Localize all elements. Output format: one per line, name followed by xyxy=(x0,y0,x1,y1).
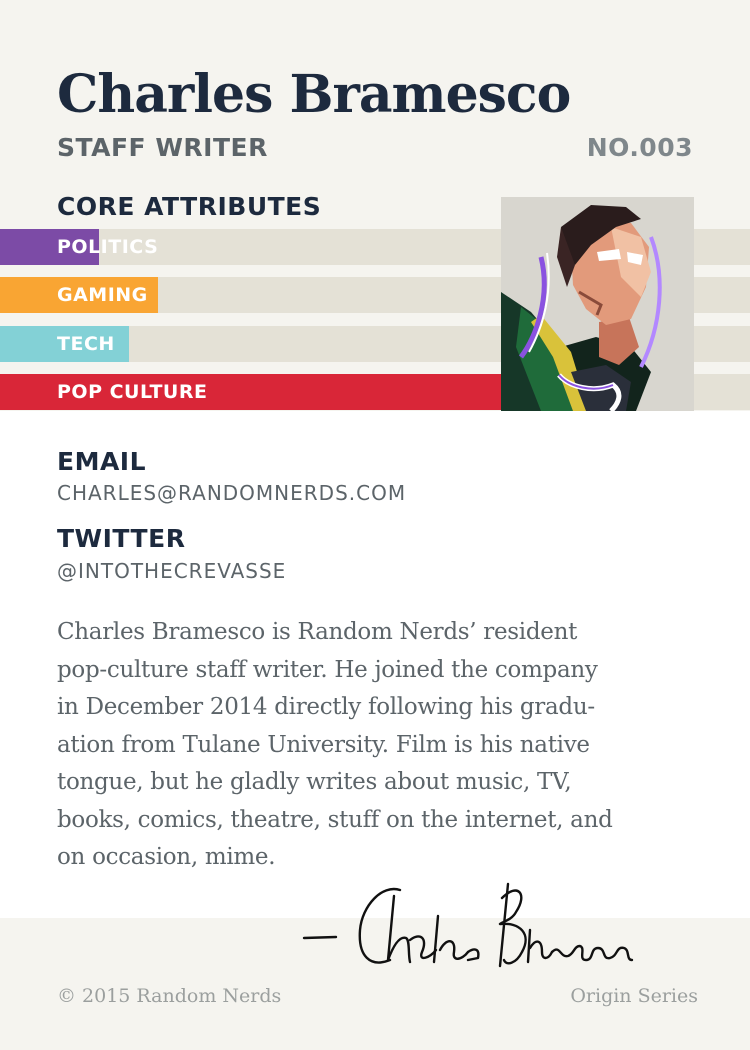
attribute-label-pop-culture: POP CULTURE xyxy=(57,381,208,403)
copyright-text: © 2015 Random Nerds xyxy=(57,985,282,1007)
bio-line: pop-culture staff writer. He joined the company xyxy=(57,656,598,683)
attribute-label-tech: TECH xyxy=(57,333,115,355)
bio-paragraph xyxy=(57,614,707,877)
bio-line: in December 2014 directly following his gradu- xyxy=(57,694,595,720)
card-role: STAFF WRITER xyxy=(57,133,268,162)
handwritten-signature xyxy=(290,868,650,978)
series-label: Origin Series xyxy=(570,985,698,1007)
bio-line: ation from Tulane University. Film is his native xyxy=(57,731,590,758)
card-number: NO.003 xyxy=(586,133,693,162)
twitter-handle[interactable]: @INTOTHECREVASSE xyxy=(57,559,287,583)
writer-portrait-illustration xyxy=(501,197,694,411)
email-label: EMAIL xyxy=(57,447,147,476)
bio-line: tongue, but he gladly writes about music, TV, xyxy=(57,769,572,795)
bio-line: books, comics, theatre, stuff on the internet, and xyxy=(57,806,613,833)
writer-portrait xyxy=(501,197,694,411)
twitter-label: TWITTER xyxy=(57,524,186,553)
email-value[interactable]: CHARLES@RANDOMNERDS.COM xyxy=(57,481,407,505)
card-name: Charles Bramesco xyxy=(57,64,571,125)
attribute-label-politics: POLITICS xyxy=(57,236,159,258)
bio-line: on occasion, mime. xyxy=(57,844,276,870)
core-attributes-heading: CORE ATTRIBUTES xyxy=(57,192,322,221)
attribute-label-gaming: GAMING xyxy=(57,284,148,306)
bio-line: Charles Bramesco is Random Nerds’ resident xyxy=(57,619,578,645)
